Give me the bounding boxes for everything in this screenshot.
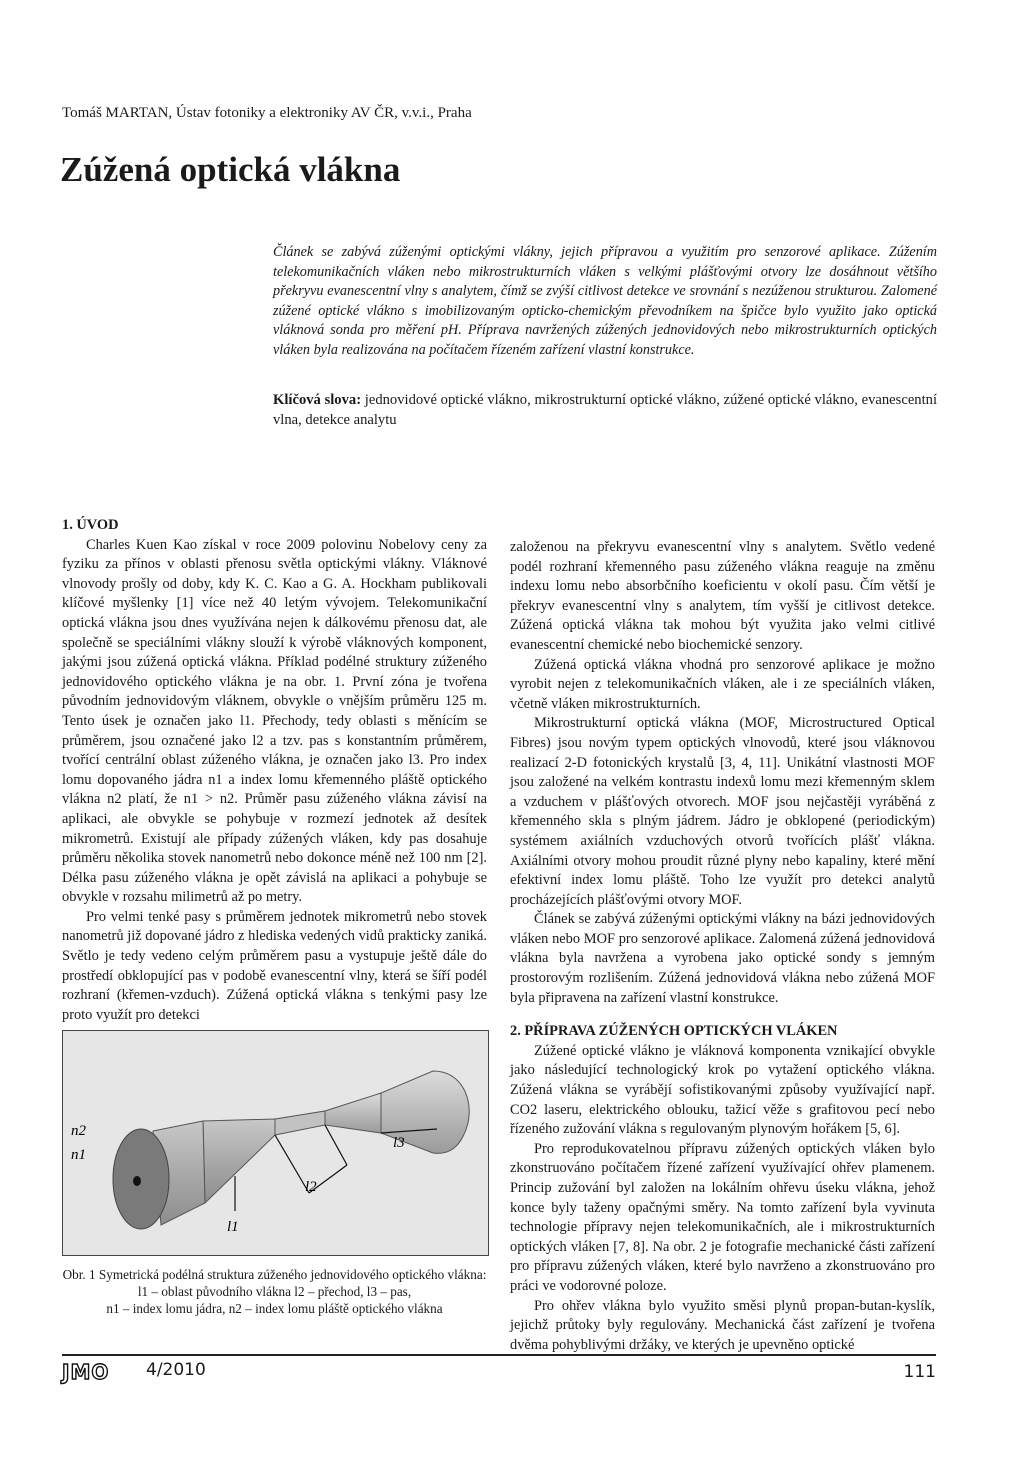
page-number: 111 (903, 1362, 936, 1382)
footer-divider (62, 1354, 936, 1356)
label-n1: n1 (71, 1147, 86, 1163)
article-title: Zúžená optická vlákna (60, 150, 401, 189)
paragraph: Článek se zabývá zúženými optickými vlákny na bázi jednovidových vláken nebo MOF pro senzorové aplikace. Zalomená zúžená jednovidová vlákna byla navržena a vyrobena jako optické sondy s jemným prostorovým rozlišením. Zúžená jednovidová vlákna nebo zúžená MOF byla připravena na zařízení vlastní konstrukce. (510, 911, 935, 1006)
paragraph: Zúžená optická vlákna vhodná pro senzorové aplikace je možno vyrobit nejen z telekomunikačních vláken, ale i ze speciálních vláken, včetně vláken mikrostrukturních. (510, 656, 935, 712)
label-l2: l2 (305, 1179, 317, 1195)
paragraph: Pro velmi tenké pasy s průměrem jednotek mikrometrů nebo stovek nanometrů již dopované jádro z hlediska vedených vidů prakticky zaniká. Světlo je tedy vedeno celým průměrem pasu a vystupuje ještě dále do prostředí obklopující pas v podobě evanescentní vlny, která se šíří podél rozhraní (křemen-vzduch). Zúžená optická vlákna s tenkými pasy lze proto využít pro detekci (62, 908, 487, 1023)
caption-line: Obr. 1 Symetrická podélná struktura zúženého jednovidového optického vlákna: (62, 1267, 487, 1282)
keywords (273, 391, 937, 430)
abstract: Článek se zabývá zúženými optickými vlákny, jejich přípravou a využitím pro senzorové aplikace. Zúžením telekomunikačních vláken nebo mikrostrukturních vláken s velkými plášťovými otvory lze dosáhnout většího překryvu evanescentní vlny s analytem, čímž se zvýší citlivost detekce ve srovnání s nezúženou strukturou. Zalomené zúžené optické vlákno s imobilizovaným opticko-chemickým převodníkem na špičce bylo využito jako optická vláknová sonda pro měření pH. Příprava navržených zúžených jednovidových nebo mikrostrukturních optických vláken byla realizována na počítačem řízeném zařízení vlastní konstrukce. (273, 244, 937, 358)
paragraph: Charles Kuen Kao získal v roce 2009 polovinu Nobelovy ceny za fyziku za přínos v oblasti přenosu světla optickými vlákny. Vláknové vlnovody prošly od doby, kdy K. C. Kao a G. A. Hockham publikovali klíčové myšlenky [1] více než 40 letým vývojem. Telekomunikační optická vlákna jsou dnes využívána nejen k dálkovému přenosu dat, ale společně se speciálními vlákny slouží k výrobě vláknových komponent, jakými jsou zúžená optická vlákna. Příklad podélné struktury zúženého jednovidového optického vlákna je na obr. 1. První zóna je tvořena původním jednovidovým vláknem, obvykle o vnějším průměru 125 m. Tento úsek je označen jako l1. Přechody, tedy oblasti s měnícím se průměrem, jsou označené jako l2 a tzv. pas s konstantním průměrem, tvořící centrální oblast zúženého vlákna, je označen jako l3. Pro index lomu dopovaného jádra n1 a index lomu křemenného pláště optického vlákna n2 platí, že n1 > n2. Průměr pasu zúženého vlákna závisí na aplikaci, ale obvykle se pohybuje v rozmezí jednotek až desítek mikrometrů. Existují ale případy zúžených vláken, kdy pas dosahuje průměru několika stovek nanometrů nebo dokonce méně než 100 nm [2]. Délka pasu zúženého vlákna je opět závislá na aplikaci a pohybuje se obvykle v rozsahu milimetrů až po metry. (62, 536, 487, 906)
figure-tapered-fiber (62, 1030, 489, 1256)
right-column (510, 538, 935, 1355)
keywords-label: Klíčová slova: (273, 392, 362, 408)
paragraph: Zúžené optické vlákno je vláknová komponenta vznikající obvykle jako následující technologický krok po vytažení optického vlákna. Zúžená vlákna se vyrábějí sofistikovanými způsoby využívající např. CO2 laseru, elektrického oblouku, tažicí věže s grafitovou pecí nebo řízeného zužování vlákna s regulovaným plynovým hořákem [5, 6]. (510, 1042, 935, 1138)
tapered-fiber-diagram (63, 1031, 488, 1255)
caption-line: l1 – oblast původního vlákna l2 – přechod, l3 – pas, (137, 1284, 412, 1299)
label-l3: l3 (393, 1135, 405, 1151)
paragraph: založenou na překryvu evanescentní vlny s analytem. Světlo vedené podél rozhraní křemenného pasu zúženého vlákna reaguje na změnu indexu lomu nebo absorbčního koeficientu v okolí pasu. Čím větší je překryv evanescentní vlny s analytem, tím vyšší je citlivost detekce. Zúžená optická vlákna tak mohou být využita jako velmi citlivé evanescentní chemické nebo biochemické senzory. (510, 539, 935, 653)
section-heading-intro: 1. ÚVOD (62, 517, 119, 533)
caption-line: n1 – index lomu jádra, n2 – index lomu pláště optického vlákna (106, 1301, 443, 1316)
left-column (62, 516, 487, 1025)
paragraph: Mikrostrukturní optická vlákna (MOF, Microstructured Optical Fibres) jsou novým typem optických vlnovodů, které jsou vláknovou realizací 2-D fotonických krystalů [3, 4, 11]. Unikátní vlastnosti MOF jsou založené na velkém kontrastu indexů lomu mezi křemenným sklem a vzduchem v plášťových otvorech. MOF jsou nejčastěji vyráběná z křemenného skla s plným jádrem. Jádro je obklopené (periodickým) systémem axiálních vzduchových otvorů tvořících plášť vlákna. Axiálními otvory mohou proudit různé plyny nebo kapaliny, které mění efektivní index lomu pláště. Toho lze využít pro detekci analytů procházejících plášťovými otvory MOF. (510, 715, 935, 908)
paragraph: Pro reprodukovatelnou přípravu zúžených optických vláken bylo zkonstruováno počítačem řízené zařízení využívající ohřev plamenem. Princip zužování byl založen na lokálním ohřevu úseku vlákna, jehož konce byly taženy opačnými směry. Na tomto zařízení byla vyvinuta technologie přípravy nejen telekomunikačních, ale i mikrostrukturních optických vláken [7, 8]. Na obr. 2 je fotografie mechanické části zařízení pro přípravu zúžených vláken, které bylo navrženo a zkonstruováno pro práci ve vodorovné poloze. (510, 1140, 935, 1294)
paragraph: Pro ohřev vlákna bylo využito směsi plynů propan-butan-kyslík, jejichž průtoky byly regulovány. Mechanická část zařízení je tvořena dvěma pohyblivými držáky, ve kterých je upevněno optické (510, 1297, 935, 1353)
author-line: Tomáš MARTAN, Ústav fotoniky a elektroniky AV ČR, v.v.i., Praha (62, 105, 472, 121)
keywords-list: jednovidové optické vlákno, mikrostrukturní optické vlákno, zúžené optické vlákno, evanescentní vlna, detekce analytu (273, 392, 937, 428)
issue-number: 4/2010 (146, 1360, 206, 1380)
label-n2: n2 (71, 1123, 86, 1139)
figure-caption (62, 1266, 487, 1317)
section-heading-preparation: 2. PŘÍPRAVA ZÚŽENÝCH OPTICKÝCH VLÁKEN (510, 1023, 838, 1040)
label-l1: l1 (227, 1219, 239, 1235)
journal-logo: JMO (62, 1360, 110, 1384)
